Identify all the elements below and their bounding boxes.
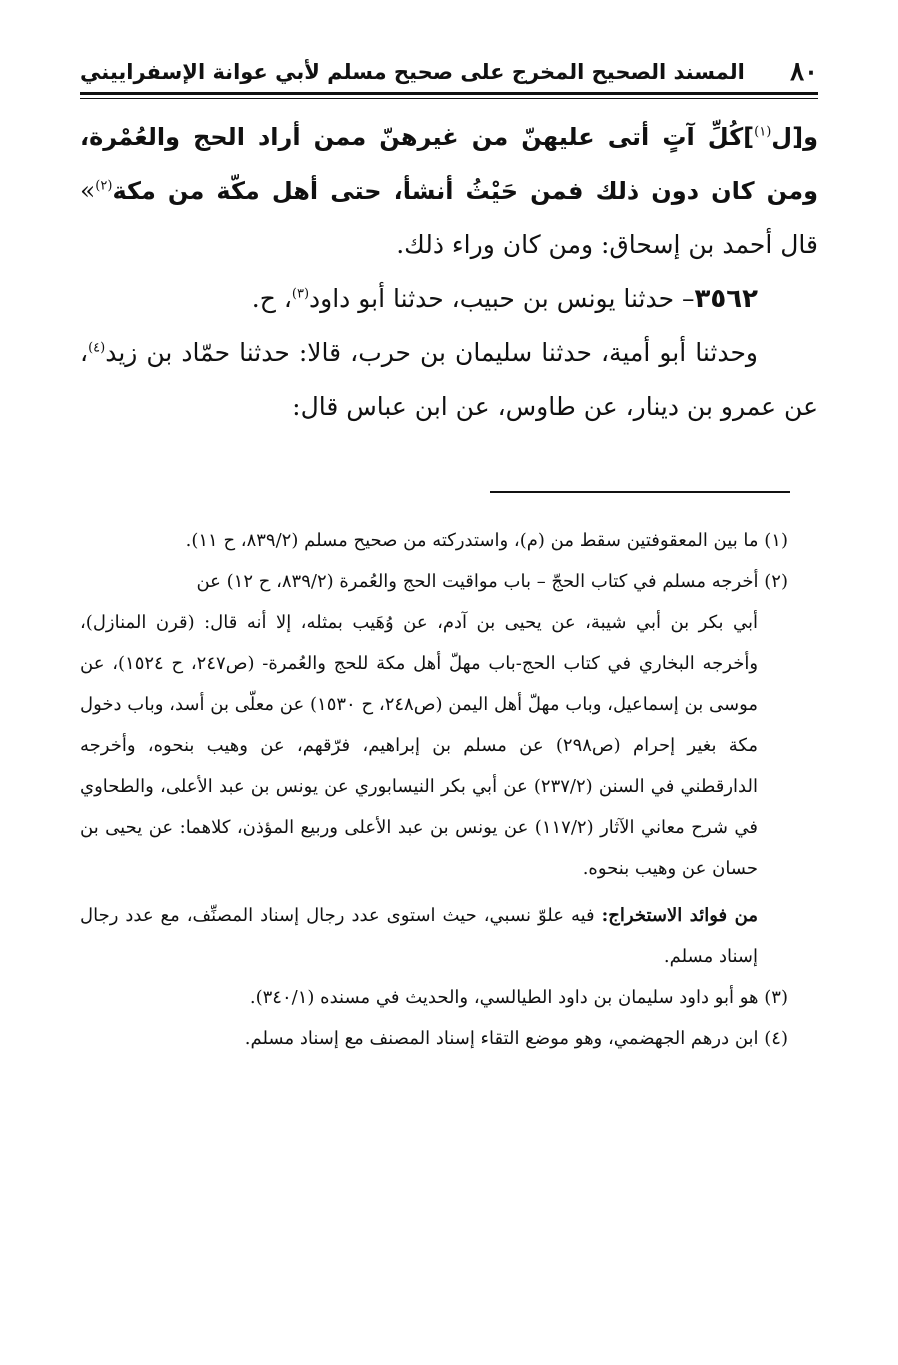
main-text (80, 110, 818, 434)
isnad-2b: ، عن عمرو بن دينار، عن طاوس، عن ابن عباس قال: (80, 338, 818, 421)
footnote-ref-1: (١) (754, 124, 772, 140)
footnote-ref-2: (٢) (95, 178, 113, 194)
paragraph-2 (80, 272, 818, 326)
footnotes (80, 520, 788, 1059)
footnote-ref-4: (٤) (88, 340, 106, 356)
benefit-text: فيه علوّ نسبي، حيث استوى عدد رجال إسناد المصنِّف، مع عدد رجال إسناد مسلم. (80, 905, 758, 967)
paragraph-1 (80, 110, 818, 272)
footnote-2-first: (٢) أخرجه مسلم في كتاب الحجّ – باب مواقيت الحج والعُمرة (٨٣٩/٢، ح ١٢) عن (196, 571, 788, 592)
header-rule-thick (80, 92, 818, 95)
extraction-benefit (80, 895, 788, 977)
footnote-1: (١) ما بين المعقوفتين سقط من (م)، واستدركته من صحيح مسلم (٨٣٩/٢، ح ١١). (185, 530, 788, 551)
footnote-2-continuation: أبي بكر بن أبي شيبة، عن يحيى بن آدم، عن وُهَيب بمثله، إلا أنه قال: (قرن المنازل)، وأخرجه البخاري في كتاب الحج-باب مهلّ أهل مكة للحج والعُمرة- (ص٢٤٧، ح ١٥٢٤)، عن موسى بن إسماعيل، وباب مهلّ أهل اليمن (ص٢٤٨، ح ١٥٣٠) عن معلّى بن أسد، وباب دخول مكة بغير إحرام (ص٢٩٨) عن مسلم بن إبراهيم، فرّقهم، عن وهيب بنحوه، وأخرجه الدارقطني في السنن (٢٣٧/٢) عن أبي بكر النيسابوري عن يونس بن عبد الأعلى، والطحاوي في شرح معاني الآثار (١١٧/٢) عن يونس بن عبد الأعلى وربيع المؤذن، كلاهما: عن يحيى بن حسان عن وهيب بنحوه. (80, 612, 759, 879)
isnad-2a: وحدثنا أبو أمية، حدثنا سليمان بن حرب، قالا: حدثنا حمّاد بن زيد (105, 338, 758, 367)
page-number: ٨٠ (790, 57, 818, 87)
paragraph-3 (80, 326, 818, 434)
page-header (80, 54, 818, 90)
narrator-remark: » قال أحمد بن إسحاق: ومن كان وراء ذلك. (80, 176, 818, 259)
quote-text: ]كُلِّ آتٍ أتى عليهنّ من غيرهنّ ممن أراد الحج والعُمْرة، ومن كان دون ذلك فمن حَيْثُ أنشأ، حتى أهل مكّة من مكة (80, 123, 818, 205)
footnote-separator (490, 491, 790, 493)
footnote-ref-3: (٣) (291, 286, 310, 302)
hadith-number: ٣٥٦٢ (694, 284, 758, 314)
header-rule-thin (80, 98, 818, 99)
footnote-4: (٤) ابن درهم الجهضمي، وهو موضع التقاء إسناد المصنف مع إسناد مسلم. (244, 1028, 788, 1049)
bracket-prefix: و[ل (771, 123, 818, 151)
isnad-1b: ، ح. (251, 284, 292, 313)
footnote-3: (٣) هو أبو داود سليمان بن داود الطيالسي، والحديث في مسنده (٣٤٠/١). (249, 987, 788, 1008)
isnad-1a: – حدثنا يونس بن حبيب، حدثنا أبو داود (309, 284, 695, 313)
running-title: المسند الصحيح المخرج على صحيح مسلم لأبي عوانة الإسفراييني (80, 60, 745, 84)
benefit-label: من فوائد الاستخراج: (601, 905, 759, 926)
